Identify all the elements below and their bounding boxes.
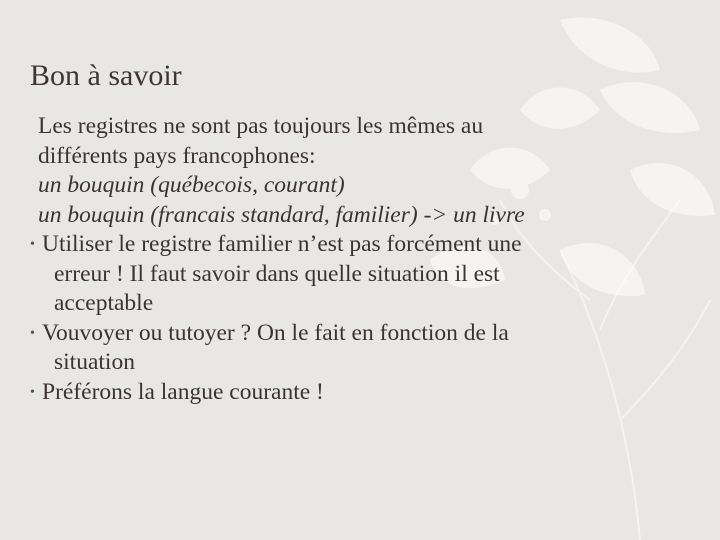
- bullet-line: acceptable: [54, 290, 154, 316]
- bullet-line: situation: [54, 349, 135, 375]
- intro-line-2: différents pays francophones:: [38, 142, 316, 169]
- bullet-line: Utiliser le registre familier n’est pas forcément une: [42, 231, 522, 257]
- intro-line-1: Les registres ne sont pas toujours les mêmes au: [38, 113, 484, 139]
- bullet-item-vouvoyer: [30, 319, 680, 378]
- bullet-item-registre: [30, 230, 680, 319]
- slide-content: [30, 112, 680, 407]
- example-quebec: un bouquin (québecois, courant): [38, 172, 345, 198]
- slide-title: Bon à savoir: [30, 59, 182, 92]
- bullet-line: Préférons la langue courante !: [42, 378, 324, 405]
- bullet-icon: •: [30, 384, 35, 400]
- bullet-item-langue: [30, 378, 680, 408]
- bullet-line: erreur ! Il faut savoir dans quelle situation il est: [54, 260, 500, 287]
- example-standard: un bouquin (francais standard, familier) -> un livre: [38, 201, 525, 228]
- bullet-icon: •: [30, 237, 35, 252]
- bullet-icon: •: [30, 325, 35, 341]
- bullet-line: Vouvoyer ou tutoyer ? On le fait en fonction de la: [42, 319, 509, 346]
